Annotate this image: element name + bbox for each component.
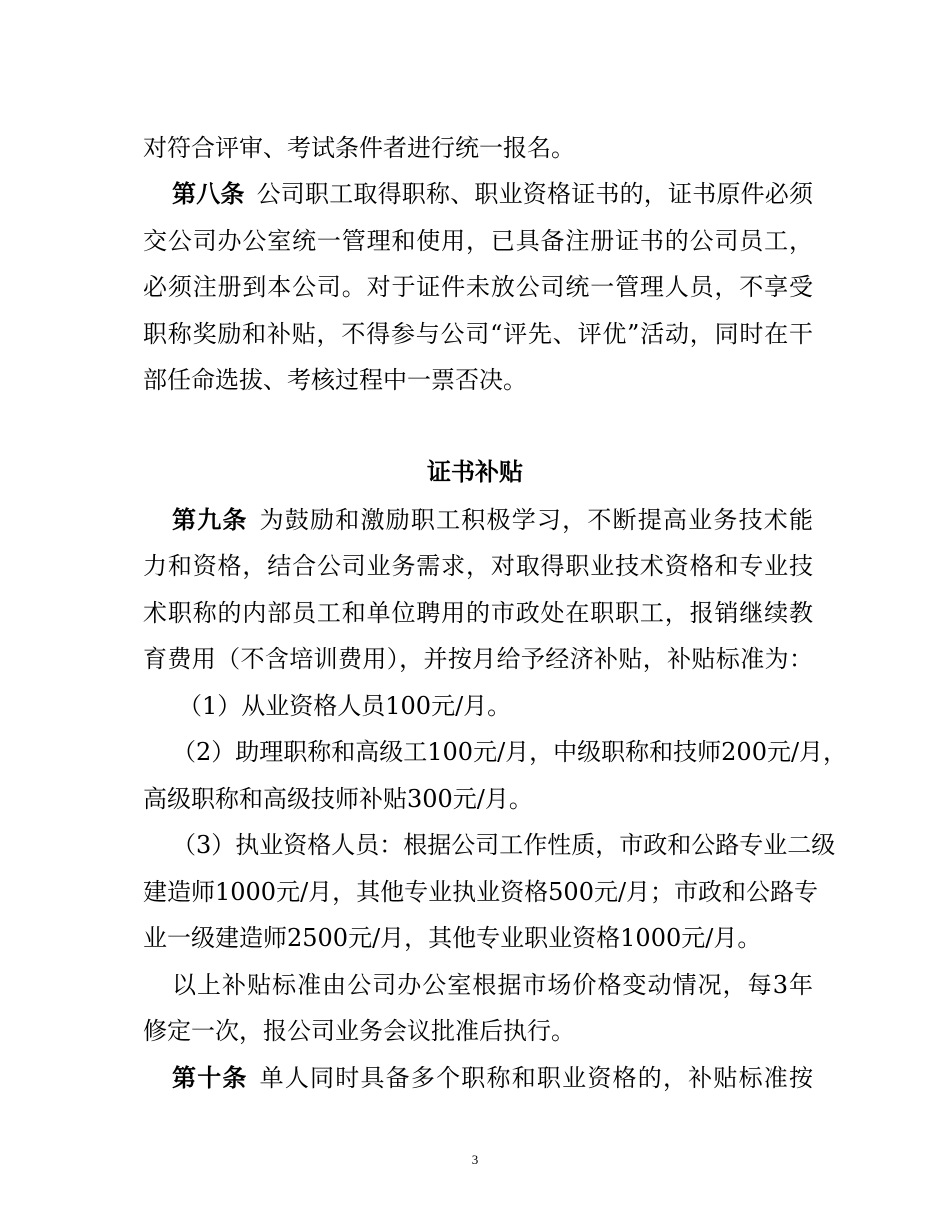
article-8-line: 第八条 公司职工取得职称、职业资格证书的，证书原件必须 [172, 180, 814, 208]
paragraph-line: 职称奖励和补贴，不得参与公司“评先、评优”活动，同时在干 [143, 320, 813, 348]
paragraph-line: 建造师1000元/月，其他专业执业资格500元/月；市政和公路专 [143, 878, 819, 906]
paragraph-line: 部任命选拔、考核过程中一票否决。 [143, 366, 527, 394]
paragraph-line: 必须注册到本公司。对于证件未放公司统一管理人员，不享受 [143, 273, 813, 301]
list-item: （1）从业资格人员100元/月。 [178, 692, 512, 720]
section-heading: 证书补贴 [427, 458, 523, 486]
article-10-line: 第十条 单人同时具备多个职称和职业资格的，补贴标准按 [172, 1064, 813, 1092]
paragraph-line: 术职称的内部员工和单位聘用的市政处在职职工，报销继续教 [143, 599, 813, 627]
article-9-line: 第九条 为鼓励和激励职工积极学习，不断提高业务技术能 [172, 506, 813, 534]
paragraph-line: 高级职称和高级技师补贴300元/月。 [143, 785, 533, 813]
page-number: 3 [471, 1152, 479, 1167]
article-9-label: 第九条 [172, 506, 248, 534]
paragraph-line: 业一级建造师2500元/月，其他专业职业资格1000元/月。 [143, 924, 762, 952]
article-8-label: 第八条 [172, 180, 245, 208]
article-10-label: 第十条 [172, 1064, 248, 1092]
paragraph-line: 交公司办公室统一管理和使用，已具备注册证书的公司员工， [143, 227, 813, 255]
paragraph-line: 对符合评审、考试条件者进行统一报名。 [143, 134, 575, 162]
paragraph-line: 力和资格，结合公司业务需求，对取得职业技术资格和专业技 [143, 552, 813, 580]
paragraph-line: 育费用（不含培训费用），并按月给予经济补贴，补贴标准为： [143, 645, 813, 673]
paragraph-line: 以上补贴标准由公司办公室根据市场价格变动情况，每3年 [172, 971, 813, 999]
paragraph-line: 修定一次，报公司业务会议批准后执行。 [143, 1017, 575, 1045]
list-item: （3）执业资格人员：根据公司工作性质，市政和公路专业二级 [172, 831, 836, 859]
list-item: （2）助理职称和高级工100元/月，中级职称和技师200元/月， [172, 738, 848, 766]
